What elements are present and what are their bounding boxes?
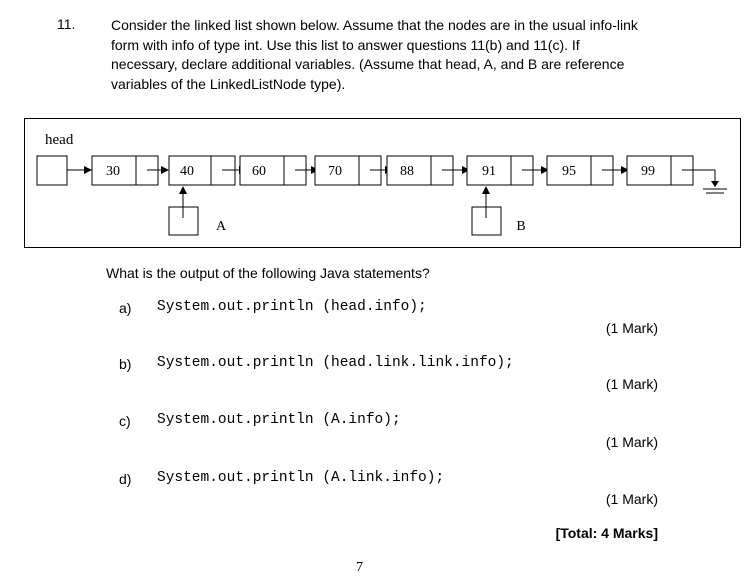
node-info: 91 bbox=[482, 164, 496, 179]
item-letter-a: a) bbox=[119, 300, 132, 316]
node-info: 99 bbox=[641, 164, 655, 179]
intro-line: form with info of type int. Use this list to answer questions 11(b) and 11(c). If bbox=[111, 36, 580, 53]
node-info: 60 bbox=[252, 164, 266, 179]
linked-list-diagram bbox=[24, 118, 741, 248]
node-info: 95 bbox=[562, 164, 576, 179]
node-info: 88 bbox=[400, 164, 414, 179]
node-info: 30 bbox=[106, 164, 120, 179]
code-b: System.out.println (head.link.link.info); bbox=[157, 355, 514, 371]
total-marks: [Total: 4 Marks] bbox=[555, 525, 658, 541]
item-letter-c: c) bbox=[119, 413, 131, 429]
intro-line: variables of the LinkedListNode type). bbox=[111, 75, 346, 92]
question-prompt: What is the output of the following Java statements? bbox=[106, 265, 430, 281]
item-letter-d: d) bbox=[119, 471, 132, 487]
code-a: System.out.println (head.info); bbox=[157, 299, 427, 315]
node-info: 40 bbox=[180, 164, 194, 179]
node-info: 70 bbox=[328, 164, 342, 179]
intro-line: Consider the linked list shown below. Assume that the nodes are in the usual info-link bbox=[111, 17, 638, 33]
linked-list-svg bbox=[25, 119, 742, 249]
item-letter-b: b) bbox=[119, 356, 132, 372]
mark-b: (1 Mark) bbox=[605, 376, 658, 392]
question-intro bbox=[111, 16, 661, 94]
ref-a-label: A bbox=[215, 219, 227, 234]
head-box bbox=[37, 156, 67, 185]
mark-d: (1 Mark) bbox=[605, 491, 658, 507]
question-number: 11. bbox=[57, 16, 76, 32]
ref-b-label: B bbox=[516, 219, 526, 234]
code-d: System.out.println (A.link.info); bbox=[157, 470, 445, 486]
page-number: 7 bbox=[356, 560, 363, 575]
intro-line: necessary, declare additional variables. (Assume that head, A, and B are reference bbox=[111, 56, 625, 72]
mark-c: (1 Mark) bbox=[605, 434, 658, 450]
head-label: head bbox=[45, 132, 74, 148]
code-c: System.out.println (A.info); bbox=[157, 412, 401, 428]
mark-a: (1 Mark) bbox=[605, 320, 658, 336]
